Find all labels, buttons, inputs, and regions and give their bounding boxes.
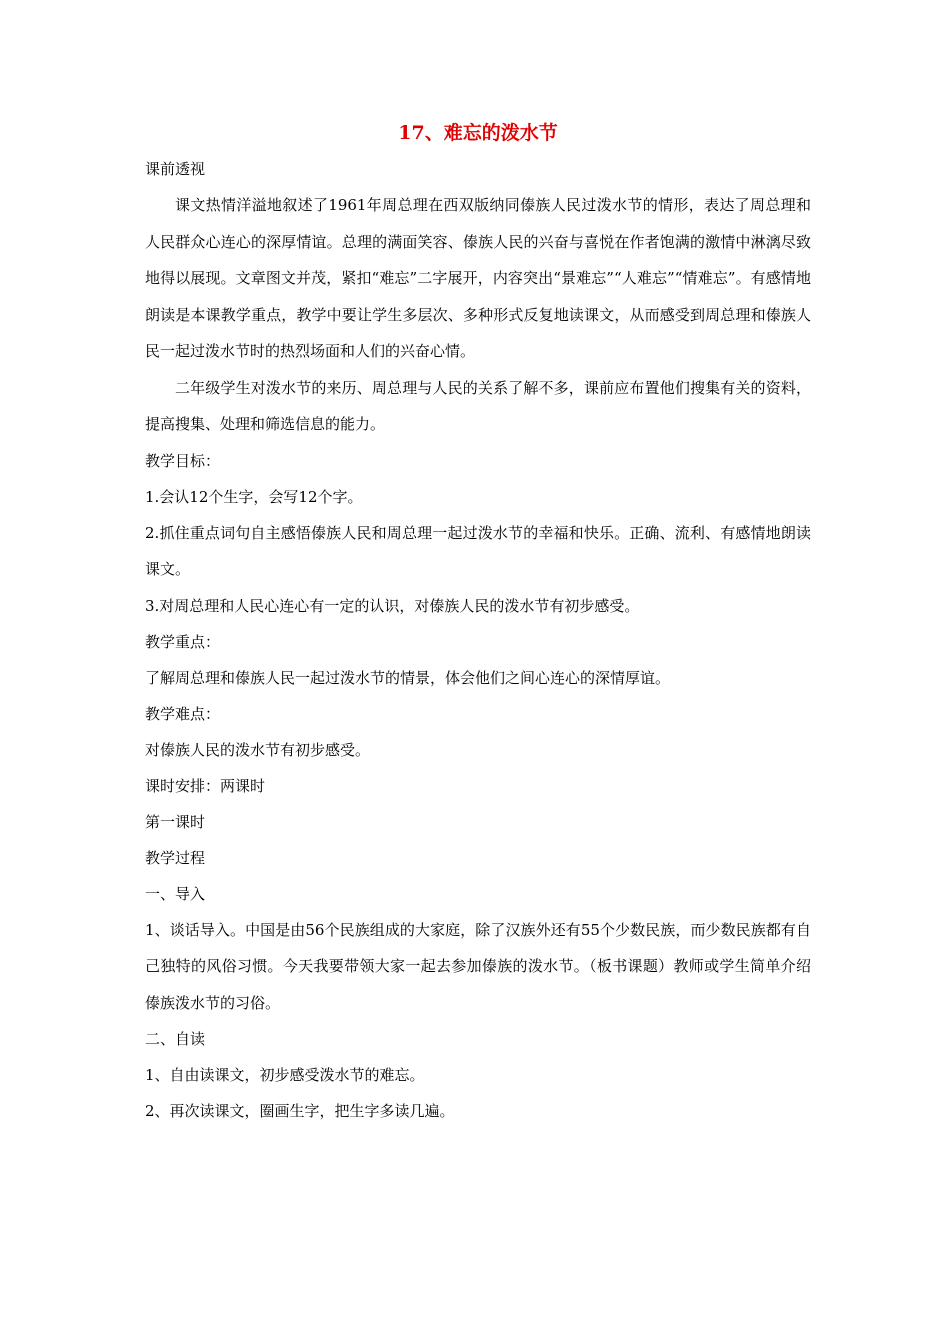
- section-1-step-1: 1、谈话导入。中国是由56个民族组成的大家庭，除了汉族外还有55个少数民族，而少数民族都有自己独特的风俗习惯。今天我要带领大家一起去参加傣族的泼水节。（板书课题）教师或学生简单介绍傣族泼水节的习俗。: [145, 920, 811, 1012]
- difficulty-heading: 教学难点：: [145, 704, 221, 723]
- document-page: [145, 120, 811, 1129]
- goal-item-1: 1.会认12个生字，会写12个字。: [145, 487, 363, 506]
- schedule-text: 课时安排：两课时: [145, 776, 266, 795]
- key-points-text: 了解周总理和傣族人民一起过泼水节的情景，体会他们之间心连心的深情厚谊。: [145, 668, 671, 687]
- goal-item-3: 3.对周总理和人民心连心有一定的认识，对傣族人民的泼水节有初步感受。: [145, 596, 640, 615]
- section-2-step-2: 2、再次读课文，圈画生字，把生字多读几遍。: [145, 1102, 455, 1120]
- section-2-step-1: 1、自由读课文，初步感受泼水节的难忘。: [145, 1066, 425, 1084]
- difficulty-text: 对傣族人民的泼水节有初步感受。: [145, 740, 371, 759]
- preview-paragraph-1: 课文热情洋溢地叙述了1961年周总理在西双版纳同傣族人民过泼水节的情形，表达了周总理和人民群众心连心的深厚情谊。总理的满面笑容、傣族人民的兴奋与喜悦在作者饱满的激情中淋漓尽致地得以展现。文章图文并茂，紧扣“难忘”二字展开，内容突出“景难忘”“人难忘”“情难忘”。有感情地朗读是本课教学重点，教学中要让学生多层次、多种形式反复地读课文，从而感受到周总理和傣族人民一起过泼水节时的热烈场面和人们的兴奋心情。: [145, 196, 811, 360]
- document-title: 17、难忘的泼水节: [398, 122, 558, 144]
- goals-heading: 教学目标：: [145, 451, 221, 470]
- preview-heading: 课前透视: [145, 160, 206, 178]
- preview-paragraph-2: 二年级学生对泼水节的来历、周总理与人民的关系了解不多，课前应布置他们搜集有关的资料，提高搜集、处理和筛选信息的能力。: [145, 378, 811, 433]
- section-2-heading: 二、自读: [145, 1030, 206, 1048]
- process-heading: 教学过程: [145, 848, 206, 867]
- key-points-heading: 教学重点：: [145, 632, 221, 651]
- lesson-one-heading: 第一课时: [145, 812, 206, 831]
- goal-item-2: 2.抓住重点词句自主感悟傣族人民和周总理一起过泼水节的幸福和快乐。正确、流利、有感情地朗读课文。: [145, 523, 811, 578]
- section-1-heading: 一、导入: [145, 884, 206, 903]
